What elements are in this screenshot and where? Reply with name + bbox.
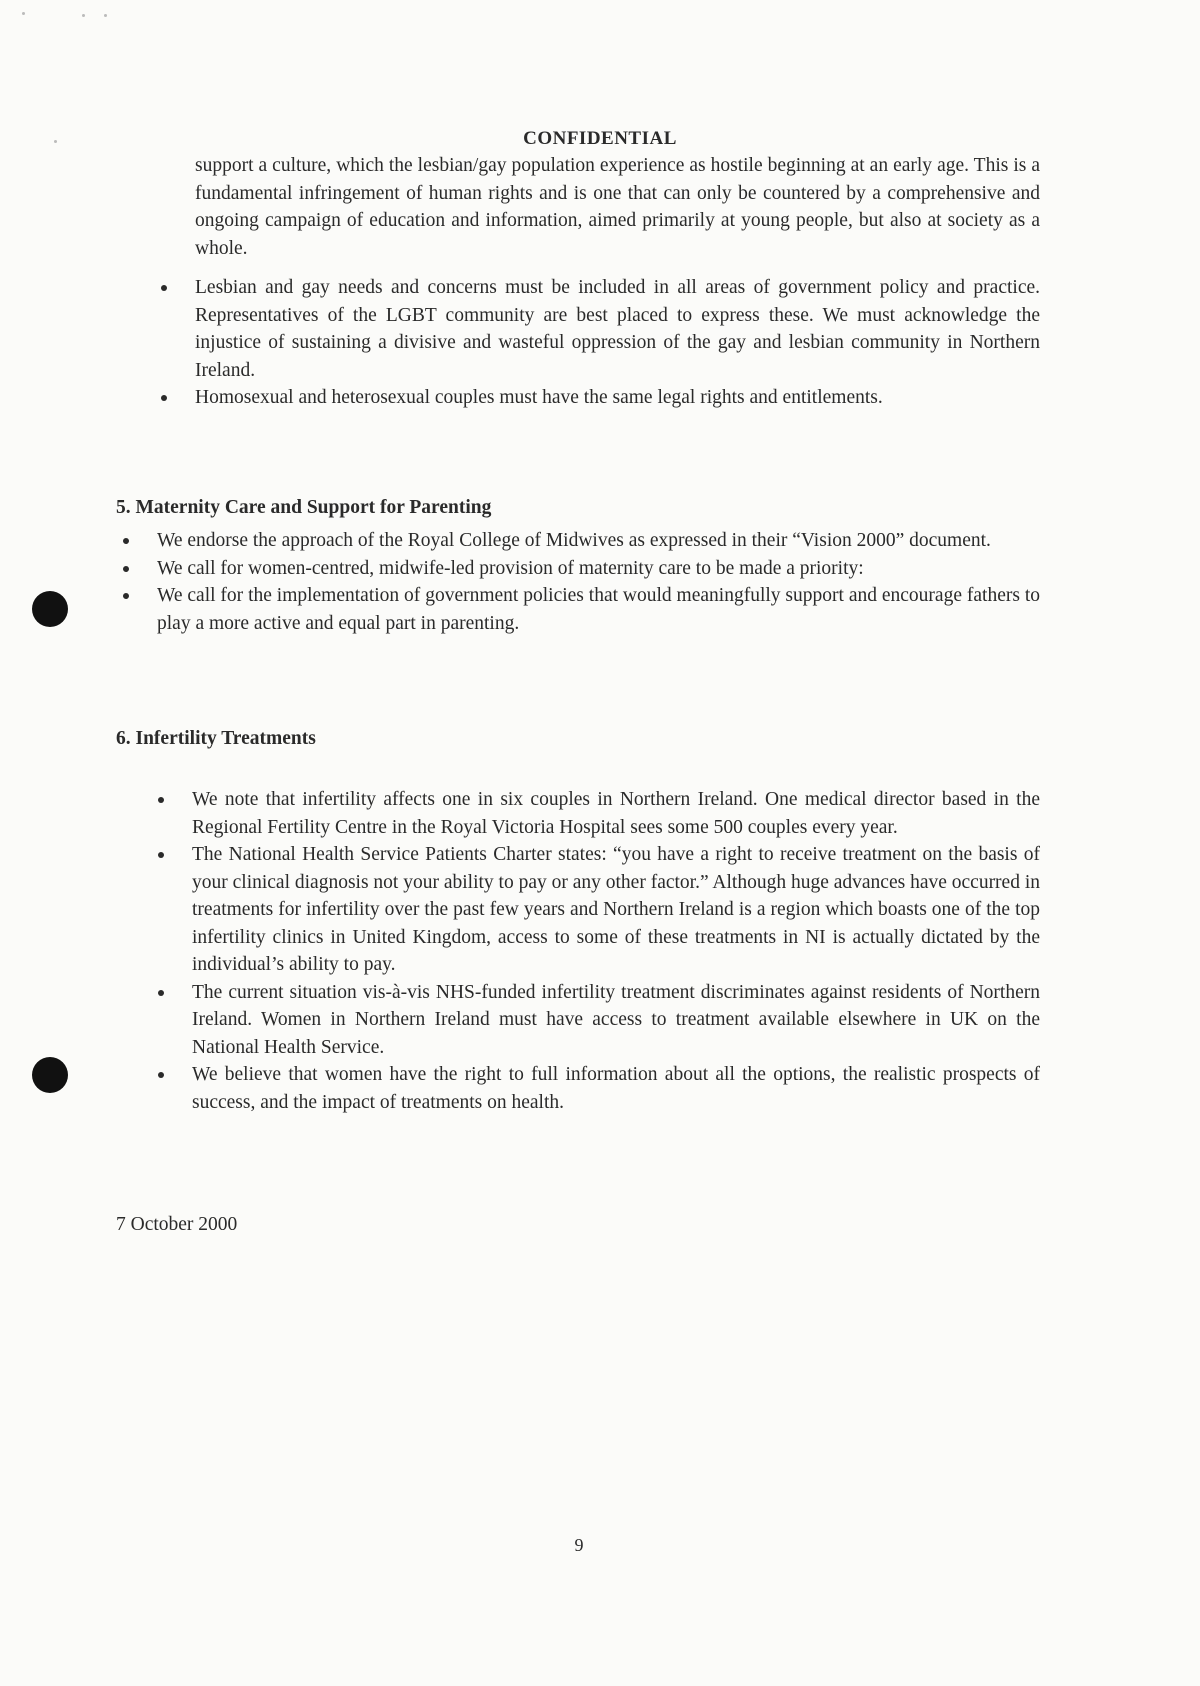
bullet-text: We believe that women have the right to full information about all the options, the realistic prospects of success, and the impact of treatments on health. — [192, 1064, 1040, 1113]
continuation-paragraph: support a culture, which the lesbian/gay population experience as hostile beginning at an early age. This is a fundamental infringement of human rights and is one that can only be countered by a comprehensive and ongoing campaign of education and information, aimed primarily at young people, but also at society as a whole. — [195, 155, 1040, 259]
confidential-header: CONFIDENTIAL — [523, 128, 677, 149]
bullet-icon — [158, 852, 164, 858]
list-item — [157, 555, 1040, 583]
bullet-icon — [123, 593, 129, 599]
section5-bullet-list — [157, 527, 1040, 637]
list-item — [192, 841, 1040, 979]
punch-hole-icon — [32, 591, 68, 627]
bullet-text: Lesbian and gay needs and concerns must be included in all areas of government policy and practice. Representatives of the LGBT community are best placed to express these. We must acknowledge the injustice of sustaining a divisive and wasteful oppression of the gay and lesbian community in Northern Ireland. — [195, 277, 1040, 381]
bullet-icon — [158, 797, 164, 803]
bullet-text: The current situation vis-à-vis NHS-funded infertility treatment discriminates against residents of Northern Ireland. Women in Northern Ireland must have access to treatment available elsewhere in UK on the National Health Service. — [192, 981, 1040, 1058]
bullet-icon — [158, 990, 164, 996]
bullet-icon — [123, 538, 129, 544]
punch-hole-icon — [32, 1057, 68, 1093]
list-item — [192, 979, 1040, 1062]
scan-speck — [104, 14, 107, 17]
section5-heading: 5. Maternity Care and Support for Parenting — [116, 497, 492, 518]
list-item — [195, 274, 1040, 384]
list-item — [157, 582, 1040, 637]
bullet-text: Homosexual and heterosexual couples must have the same legal rights and entitlements. — [195, 387, 883, 408]
bullet-icon — [161, 395, 167, 401]
list-item — [192, 786, 1040, 841]
bullet-text: The National Health Service Patients Charter states: “you have a right to receive treatment on the basis of your clinical diagnosis not your ability to pay or any other factor.” Although huge advances have occurred in treatments for infertility over the past few years and Northern Ireland is a region which boasts one of the top infertility clinics in United Kingdom, access to some of these treatments in NI is actually dictated by the individual’s ability to pay. — [192, 844, 1041, 975]
bullet-text: We endorse the approach of the Royal College of Midwives as expressed in their “Vision 2000” document. — [157, 530, 991, 551]
scan-speck — [82, 14, 85, 17]
bullet-text: We call for the implementation of government policies that would meaningfully support and encourage fathers to play a more active and equal part in parenting. — [157, 585, 1040, 634]
bullet-icon — [161, 285, 167, 291]
bullet-icon — [123, 566, 129, 572]
bullet-text: We note that infertility affects one in six couples in Northern Ireland. One medical director based in the Regional Fertility Centre in the Royal Victoria Hospital sees some 500 couples every year. — [192, 789, 1040, 838]
document-date: 7 October 2000 — [116, 1214, 238, 1235]
section6-bullet-list — [192, 786, 1040, 1116]
list-item — [195, 384, 1040, 412]
page-number: 9 — [574, 1535, 584, 1555]
section4-bullet-list — [195, 274, 1040, 412]
list-item — [157, 527, 1040, 555]
scan-speck — [22, 12, 25, 15]
bullet-icon — [158, 1072, 164, 1078]
bullet-text: We call for women-centred, midwife-led provision of maternity care to be made a priority: — [157, 557, 864, 579]
list-item — [192, 1061, 1040, 1116]
section6-heading: 6. Infertility Treatments — [116, 728, 316, 749]
